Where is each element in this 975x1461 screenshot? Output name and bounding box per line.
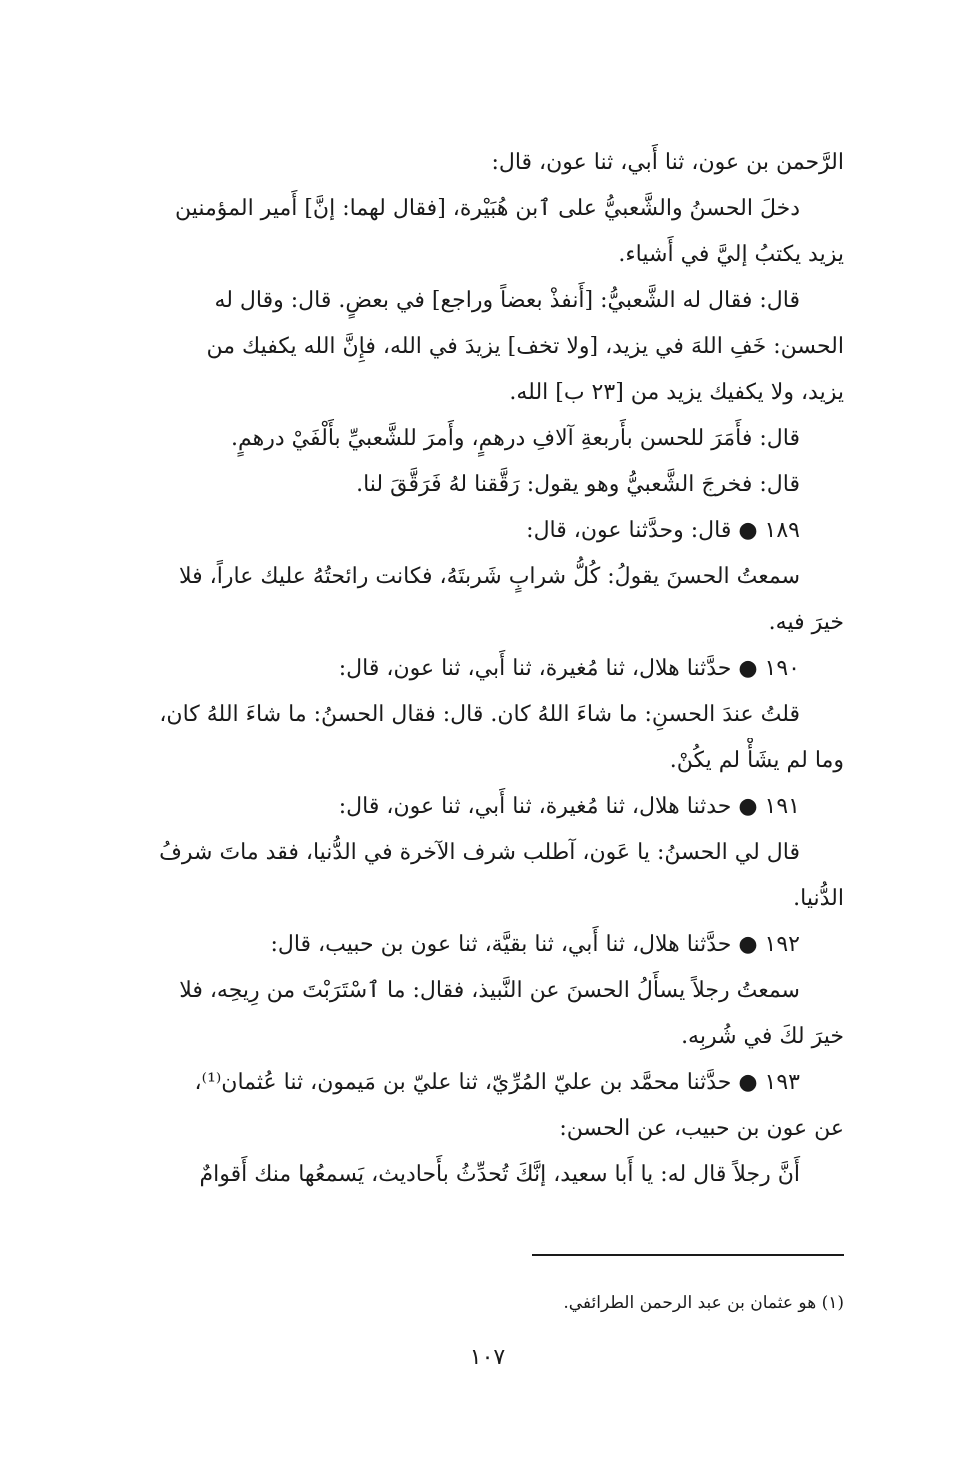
text-line: ١٩٠ ● حدَّثنا هلال، ثنا مُغيرة، ثنا أَبي، ثنا عون، قال: [338, 656, 800, 681]
text-line: خيرَ لكَ في شُربِه. [681, 1024, 844, 1049]
text-line: قال: فقال له الشَّعبيُّ: [أَنفذْ بعضاً وراجع] في بعضٍ. قال: وقال له [214, 288, 800, 313]
text-line: ١٩٢ ● حدَّثنا هلال، ثنا أَبي، ثنا بقيَّة، ثنا عون بن حبيب، قال: [270, 932, 800, 957]
text-line: يزيد، ولا يكفيك يزيد من [٢٣ ب] الله. [509, 380, 844, 405]
text-line: قال: فخرجَ الشَّعبيُّ وهو يقول: رَقَّقنا لهُ فَرَقَّقَ لنا. [356, 472, 800, 497]
text-line: ١٩١ ● حدثنا هلال، ثنا مُغيرة، ثنا أَبي، ثنا عون، قال: [338, 794, 800, 819]
text-line: خيرَ فيه. [768, 610, 844, 635]
text-line: سمعتُ رجلاً يسأَلُ الحسنَ عن النَّبيذ، فقال: ما ٱسْتَرَبْتَ من رِيحِه، فلا [179, 978, 800, 1003]
text-line: وما لم يشَأْ لم يكُنْ. [669, 748, 844, 773]
text-line: ١٨٩ ● قال: وحدَّثنا عون، قال: [526, 518, 800, 543]
text-line: يزيد يكتبُ إليَّ في أَشياء. [618, 242, 844, 267]
text-line: قلتُ عندَ الحسنِ: ما شاءَ اللهُ كان. قال: فقال الحسنُ: ما شاءَ اللهُ كان، [159, 702, 800, 727]
page-number: ١٠٧ [469, 1345, 506, 1370]
text-line: أَنَّ رجلاً قال له: يا أَبا سعيد، إنَّكَ تُحدِّثُ بأَحاديث، يَسمعُها منك أَقوامٌ [199, 1162, 800, 1187]
text-line: دخلَ الحسنُ والشَّعبيُّ على ٱبن هُبَيْرة، [فقال لهما: إنَّ] أَمير المؤمنين [174, 196, 800, 221]
text-line: الرَّحمن بن عون، ثنا أَبي، ثنا عون، قال: [491, 150, 844, 175]
text-line: ١٩٣ ● حدَّثنا محمَّد بن عليّ المُرِّيّ، ثنا عليّ بن مَيمون، ثنا عُثمان⁽¹⁾، [194, 1070, 800, 1095]
text-line: الدُّنيا. [793, 886, 844, 911]
footnote: (١) هو عثمان بن عبد الرحمن الطرائفي. [563, 1293, 844, 1313]
text-line: عن عون بن حبيب، عن الحسن: [559, 1116, 844, 1141]
text-line: الحسن: خَفِ اللهَ في يزيد، [ولا تخف] يزيدَ في الله، فإِنَّ الله يكفيك من [206, 334, 844, 359]
text-line: سمعتُ الحسنَ يقولُ: كُلُّ شرابٍ شَربتَهُ، فكانت رائحتُهُ عليك عاراً، فلا [179, 564, 800, 589]
footnote-divider [532, 1254, 844, 1256]
main-text [131, 140, 844, 1198]
text-line: قال: فأَمَرَ للحسن بأَربعةِ آلافِ درهمٍ، وأَمرَ للشَّعبيِّ بأَلْفَيْ درهمٍ. [231, 426, 800, 451]
text-line: قال لي الحسنُ: يا عَون، آطلب شرف الآخرة في الدُّنيا، فقد ماتَ شرفُ [159, 840, 800, 865]
